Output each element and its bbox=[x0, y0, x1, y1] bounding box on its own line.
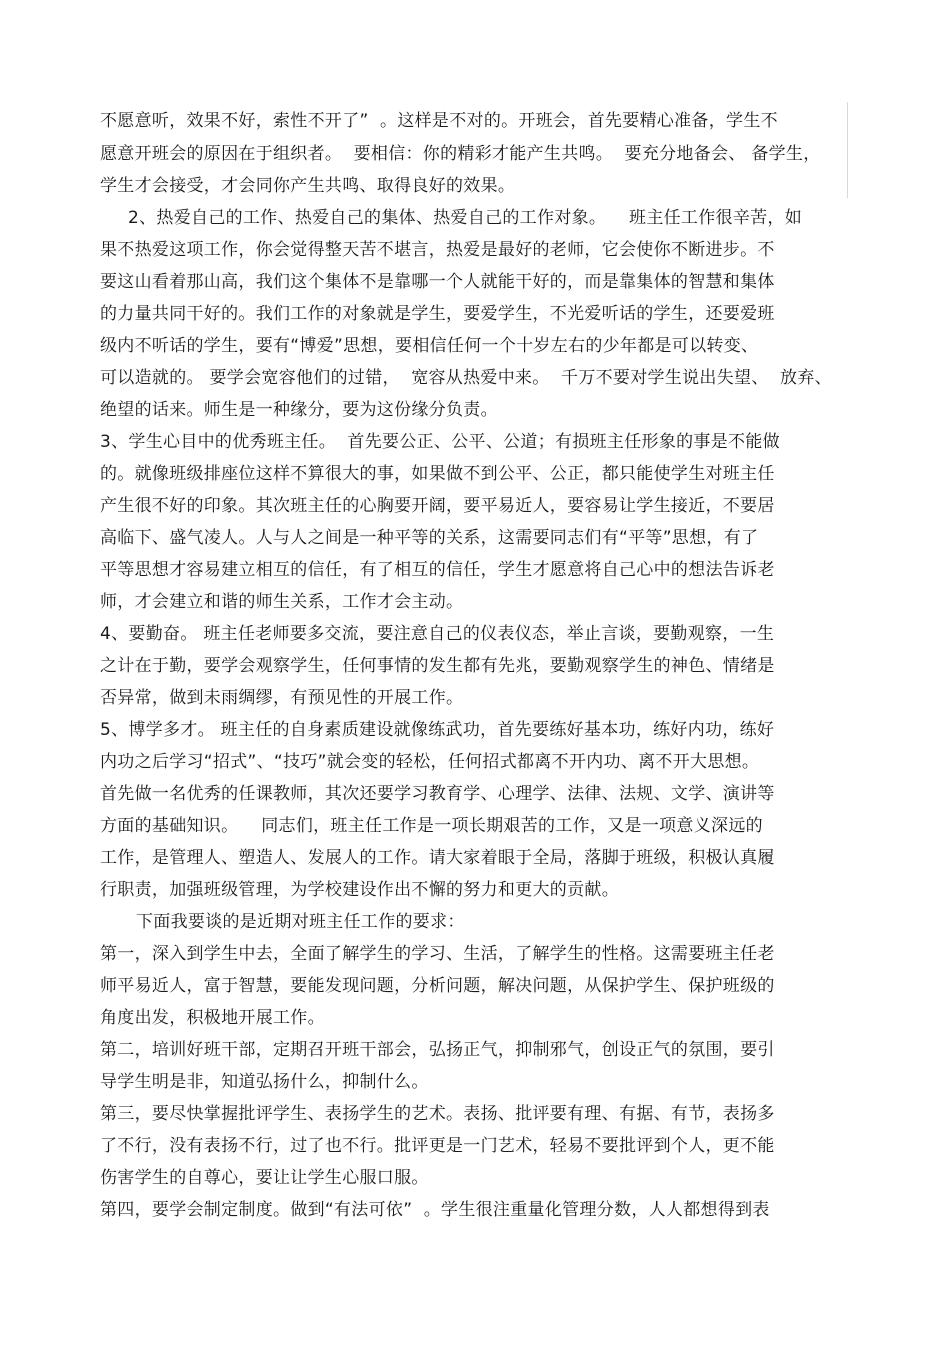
text-line: 产生很不好的印象。其次班主任的心胸要开阔，要平易近人，要容易让学生接近，不要居 bbox=[100, 496, 775, 516]
text-line: 要这山看着那山高，我们这个集体不是靠哪一个人就能干好的，而是靠集体的智慧和集体 bbox=[100, 272, 775, 292]
text-line: 首先做一名优秀的任课教师，其次还要学习教育学、心理学、法律、法规、文学、演讲等 bbox=[100, 784, 775, 804]
text-line: 否异常，做到未雨绸缪，有预见性的开展工作。 bbox=[100, 688, 464, 708]
page-border-line bbox=[847, 102, 848, 198]
text-line: 4、要勤奋。 班主任老师要多交流，要注意自己的仪表仪态，举止言谈，要勤观察，一生 bbox=[100, 624, 775, 644]
text-line: 5、博学多才。 班主任的自身素质建设就像练武功，首先要练好基本功，练好内功，练好 bbox=[100, 720, 775, 740]
text-line: 下面我要谈的是近期对班主任工作的要求： bbox=[136, 912, 465, 932]
text-line: 可以造就的。 要学会宽容他们的过错， 宽容从热爱中来。 千万不要对学生说出失望、 放弃、 bbox=[100, 368, 832, 388]
text-line: 的。就像班级排座位这样不算很大的事，如果做不到公平、公正，都只能使学生对班主任 bbox=[100, 464, 775, 484]
text-line: 平等思想才容易建立相互的信任，有了相互的信任，学生才愿意将自己心中的想法告诉老 bbox=[100, 560, 775, 580]
text-line: 师，才会建立和谐的师生关系，工作才会主动。 bbox=[100, 592, 464, 612]
text-line: 学生才会接受，才会同你产生共鸣、取得良好的效果。 bbox=[100, 176, 516, 196]
text-line: 工作，是管理人、塑造人、发展人的工作。请大家着眼于全局，落脚于班级，积极认真履 bbox=[100, 848, 775, 868]
text-line: 之计在于勤，要学会观察学生，任何事情的发生都有先兆，要勤观察学生的神色、情绪是 bbox=[100, 656, 775, 676]
text-line: 伤害学生的自尊心，要让让学生心服口服。 bbox=[100, 1168, 429, 1188]
text-line: 高临下、盛气凌人。人与人之间是一种平等的关系，这需要同志们有“平等”思想，有了 bbox=[100, 528, 759, 548]
text-line: 行职责，加强班级管理，为学校建设作出不懈的努力和更大的贡献。 bbox=[100, 880, 619, 900]
text-line: 不愿意听，效果不好，索性不开了” 。这样是不对的。开班会，首先要精心准备，学生不 bbox=[100, 111, 778, 131]
text-line: 果不热爱这项工作，你会觉得整天苦不堪言，热爱是最好的老师，它会使你不断进步。不 bbox=[100, 240, 775, 260]
text-line: 第四，要学会制定制度。做到“有法可依” 。学生很注重量化管理分数，人人都想得到表 bbox=[100, 1200, 770, 1220]
text-line: 导学生明是非，知道弘扬什么，抑制什么。 bbox=[100, 1072, 429, 1092]
text-line: 2、热爱自己的工作、热爱自己的集体、热爱自己的工作对象。 班主任工作很辛苦，如 bbox=[128, 208, 803, 228]
text-line: 第三，要尽快掌握批评学生、表扬学生的艺术。表扬、批评要有理、有据、有节，表扬多 bbox=[100, 1104, 775, 1124]
text-line: 方面的基础知识。 同志们，班主任工作是一项长期艰苦的工作，又是一项意义深远的 bbox=[100, 816, 763, 836]
text-line: 第一，深入到学生中去，全面了解学生的学习、生活，了解学生的性格。这需要班主任老 bbox=[100, 944, 775, 964]
text-line: 第二，培训好班干部，定期召开班干部会，弘扬正气，抑制邪气，创设正气的氛围，要引 bbox=[100, 1040, 775, 1060]
text-line: 师平易近人，富于智慧，要能发现问题，分析问题，解决问题，从保护学生、保护班级的 bbox=[100, 976, 775, 996]
text-line: 了不行，没有表扬不行，过了也不行。批评更是一门艺术，轻易不要批评到个人，更不能 bbox=[100, 1136, 775, 1156]
text-line: 3、学生心目中的优秀班主任。 首先要公正、公平、公道；有损班主任形象的事是不能做 bbox=[100, 432, 780, 452]
text-line: 的力量共同干好的。我们工作的对象就是学生，要爱学生，不光爱听话的学生，还要爱班 bbox=[100, 304, 775, 324]
text-line: 级内不听话的学生，要有“博爱”思想，要相信任何一个十岁左右的少年都是可以转变、 bbox=[100, 336, 759, 356]
text-line: 愿意开班会的原因在于组织者。 要相信：你的精彩才能产生共鸣。 要充分地备会、 备学生， bbox=[100, 144, 821, 164]
text-line: 绝望的话来。师生是一种缘分，要为这份缘分负责。 bbox=[100, 400, 498, 420]
text-line: 内功之后学习“招式”、“技巧”就会变的轻松，任何招式都离不开内功、离不开大思想。 bbox=[100, 752, 760, 772]
text-line: 角度出发，积极地开展工作。 bbox=[100, 1008, 325, 1028]
